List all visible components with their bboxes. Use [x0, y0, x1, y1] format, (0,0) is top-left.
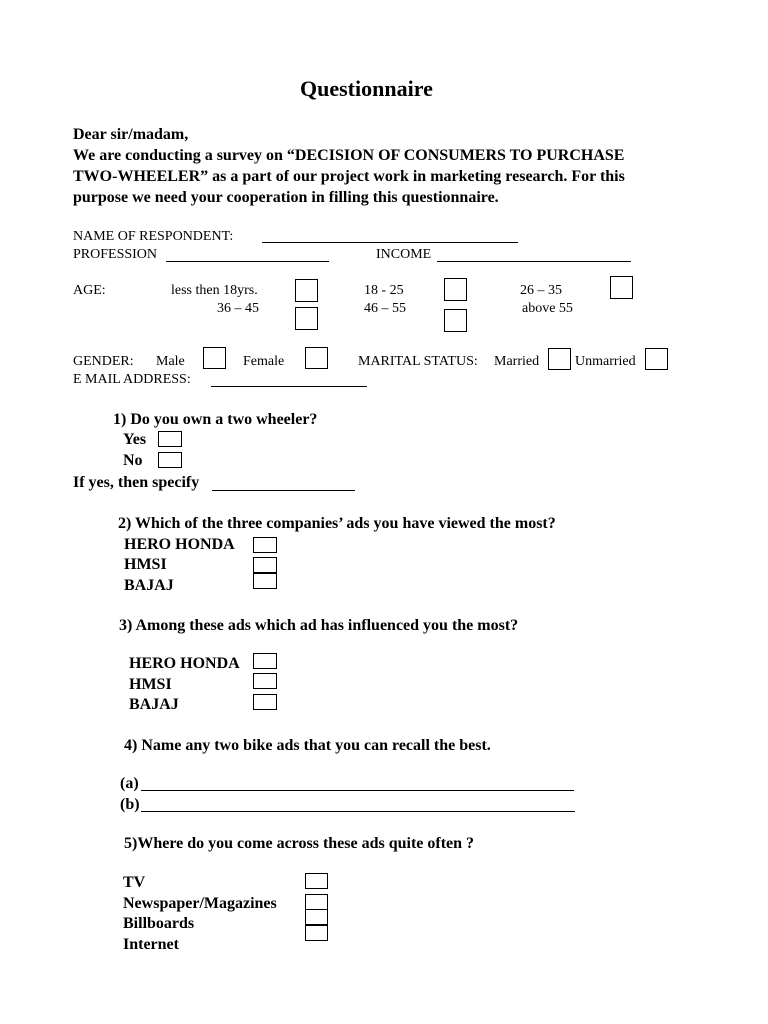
q4-option-label: (b)	[120, 796, 140, 813]
q5-option-label: Internet	[123, 936, 179, 953]
age-checkbox-under-18[interactable]	[295, 279, 318, 302]
q2-option-label: BAJAJ	[124, 577, 174, 594]
age-label: AGE:	[73, 283, 106, 298]
marital-checkbox-married[interactable]	[548, 348, 571, 370]
q4-option-label: (a)	[120, 775, 139, 792]
gender-checkbox-female[interactable]	[305, 347, 328, 369]
age-option-label: above 55	[522, 301, 573, 316]
q2-option-label: HERO HONDA	[124, 536, 235, 553]
q5-checkbox-internet[interactable]	[305, 925, 328, 941]
age-checkbox-18-25[interactable]	[444, 278, 467, 301]
name-field[interactable]	[262, 242, 518, 243]
profession-label: PROFESSION	[73, 247, 158, 262]
marital-label: MARITAL STATUS:	[358, 354, 478, 369]
age-option-label: 36 – 45	[217, 301, 259, 316]
gender-checkbox-male[interactable]	[203, 347, 226, 369]
gender-option-label: Female	[243, 354, 285, 369]
age-checkbox-46-55[interactable]	[444, 309, 467, 332]
q3-checkbox-hero-honda[interactable]	[253, 653, 277, 669]
intro-line-1: We are conducting a survey on “DECISION OF CONSUMERS TO PURCHASE	[73, 147, 625, 164]
q5-checkbox-tv[interactable]	[305, 873, 328, 889]
question-3: 3) Among these ads which ad has influenced you the most?	[119, 617, 519, 634]
q1-option-label: No	[123, 452, 143, 469]
page-title: Questionnaire	[300, 76, 433, 101]
intro-line-2: TWO-WHEELER” as a part of our project work in marketing research. For this	[73, 168, 625, 185]
age-checkbox-36-45[interactable]	[295, 307, 318, 330]
q5-option-label: TV	[123, 874, 146, 891]
question-4: 4) Name any two bike ads that you can recall the best.	[124, 737, 491, 754]
age-option-label: 26 – 35	[520, 283, 562, 298]
question-1: 1) Do you own a two wheeler?	[113, 411, 318, 428]
q4-answer-a-field[interactable]	[141, 790, 574, 791]
marital-checkbox-unmarried[interactable]	[645, 348, 668, 370]
intro-line-3: purpose we need your cooperation in filling this questionnaire.	[73, 189, 499, 206]
age-option-label: less then 18yrs.	[171, 283, 258, 298]
question-5: 5)Where do you come across these ads quite often ?	[124, 835, 475, 852]
q1-checkbox-no[interactable]	[158, 452, 182, 468]
age-option-label: 46 – 55	[364, 301, 406, 316]
gender-label: GENDER:	[73, 354, 134, 369]
q3-checkbox-hmsi[interactable]	[253, 673, 277, 689]
gender-option-label: Male	[156, 354, 185, 369]
q3-option-label: HERO HONDA	[129, 655, 240, 672]
email-label: E MAIL ADDRESS:	[73, 372, 191, 387]
q2-checkbox-hero-honda[interactable]	[253, 537, 277, 553]
q2-checkbox-bajaj[interactable]	[253, 573, 277, 589]
q1-followup-label: If yes, then specify	[73, 474, 200, 491]
income-field[interactable]	[437, 261, 631, 262]
q3-option-label: HMSI	[129, 676, 172, 693]
q3-checkbox-bajaj[interactable]	[253, 694, 277, 710]
marital-option-label: Unmarried	[575, 354, 636, 369]
age-checkbox-26-35[interactable]	[610, 276, 633, 299]
q5-option-label: Newspaper/Magazines	[123, 895, 277, 912]
name-label: NAME OF RESPONDENT:	[73, 229, 234, 244]
q1-option-label: Yes	[123, 431, 147, 448]
email-field[interactable]	[211, 386, 367, 387]
q1-checkbox-yes[interactable]	[158, 431, 182, 447]
q5-checkbox-billboards[interactable]	[305, 909, 328, 925]
profession-field[interactable]	[166, 261, 329, 262]
income-label: INCOME	[376, 247, 432, 262]
q4-answer-b-field[interactable]	[141, 811, 575, 812]
q5-checkbox-newspaper[interactable]	[305, 894, 328, 910]
question-2: 2) Which of the three companies’ ads you have viewed the most?	[118, 515, 556, 532]
q3-option-label: BAJAJ	[129, 696, 179, 713]
marital-option-label: Married	[494, 354, 540, 369]
q2-checkbox-hmsi[interactable]	[253, 557, 277, 573]
q5-option-label: Billboards	[123, 915, 195, 932]
salutation: Dear sir/madam,	[73, 126, 189, 143]
age-option-label: 18 - 25	[364, 283, 404, 298]
q2-option-label: HMSI	[124, 556, 167, 573]
q1-specify-field[interactable]	[212, 490, 355, 491]
